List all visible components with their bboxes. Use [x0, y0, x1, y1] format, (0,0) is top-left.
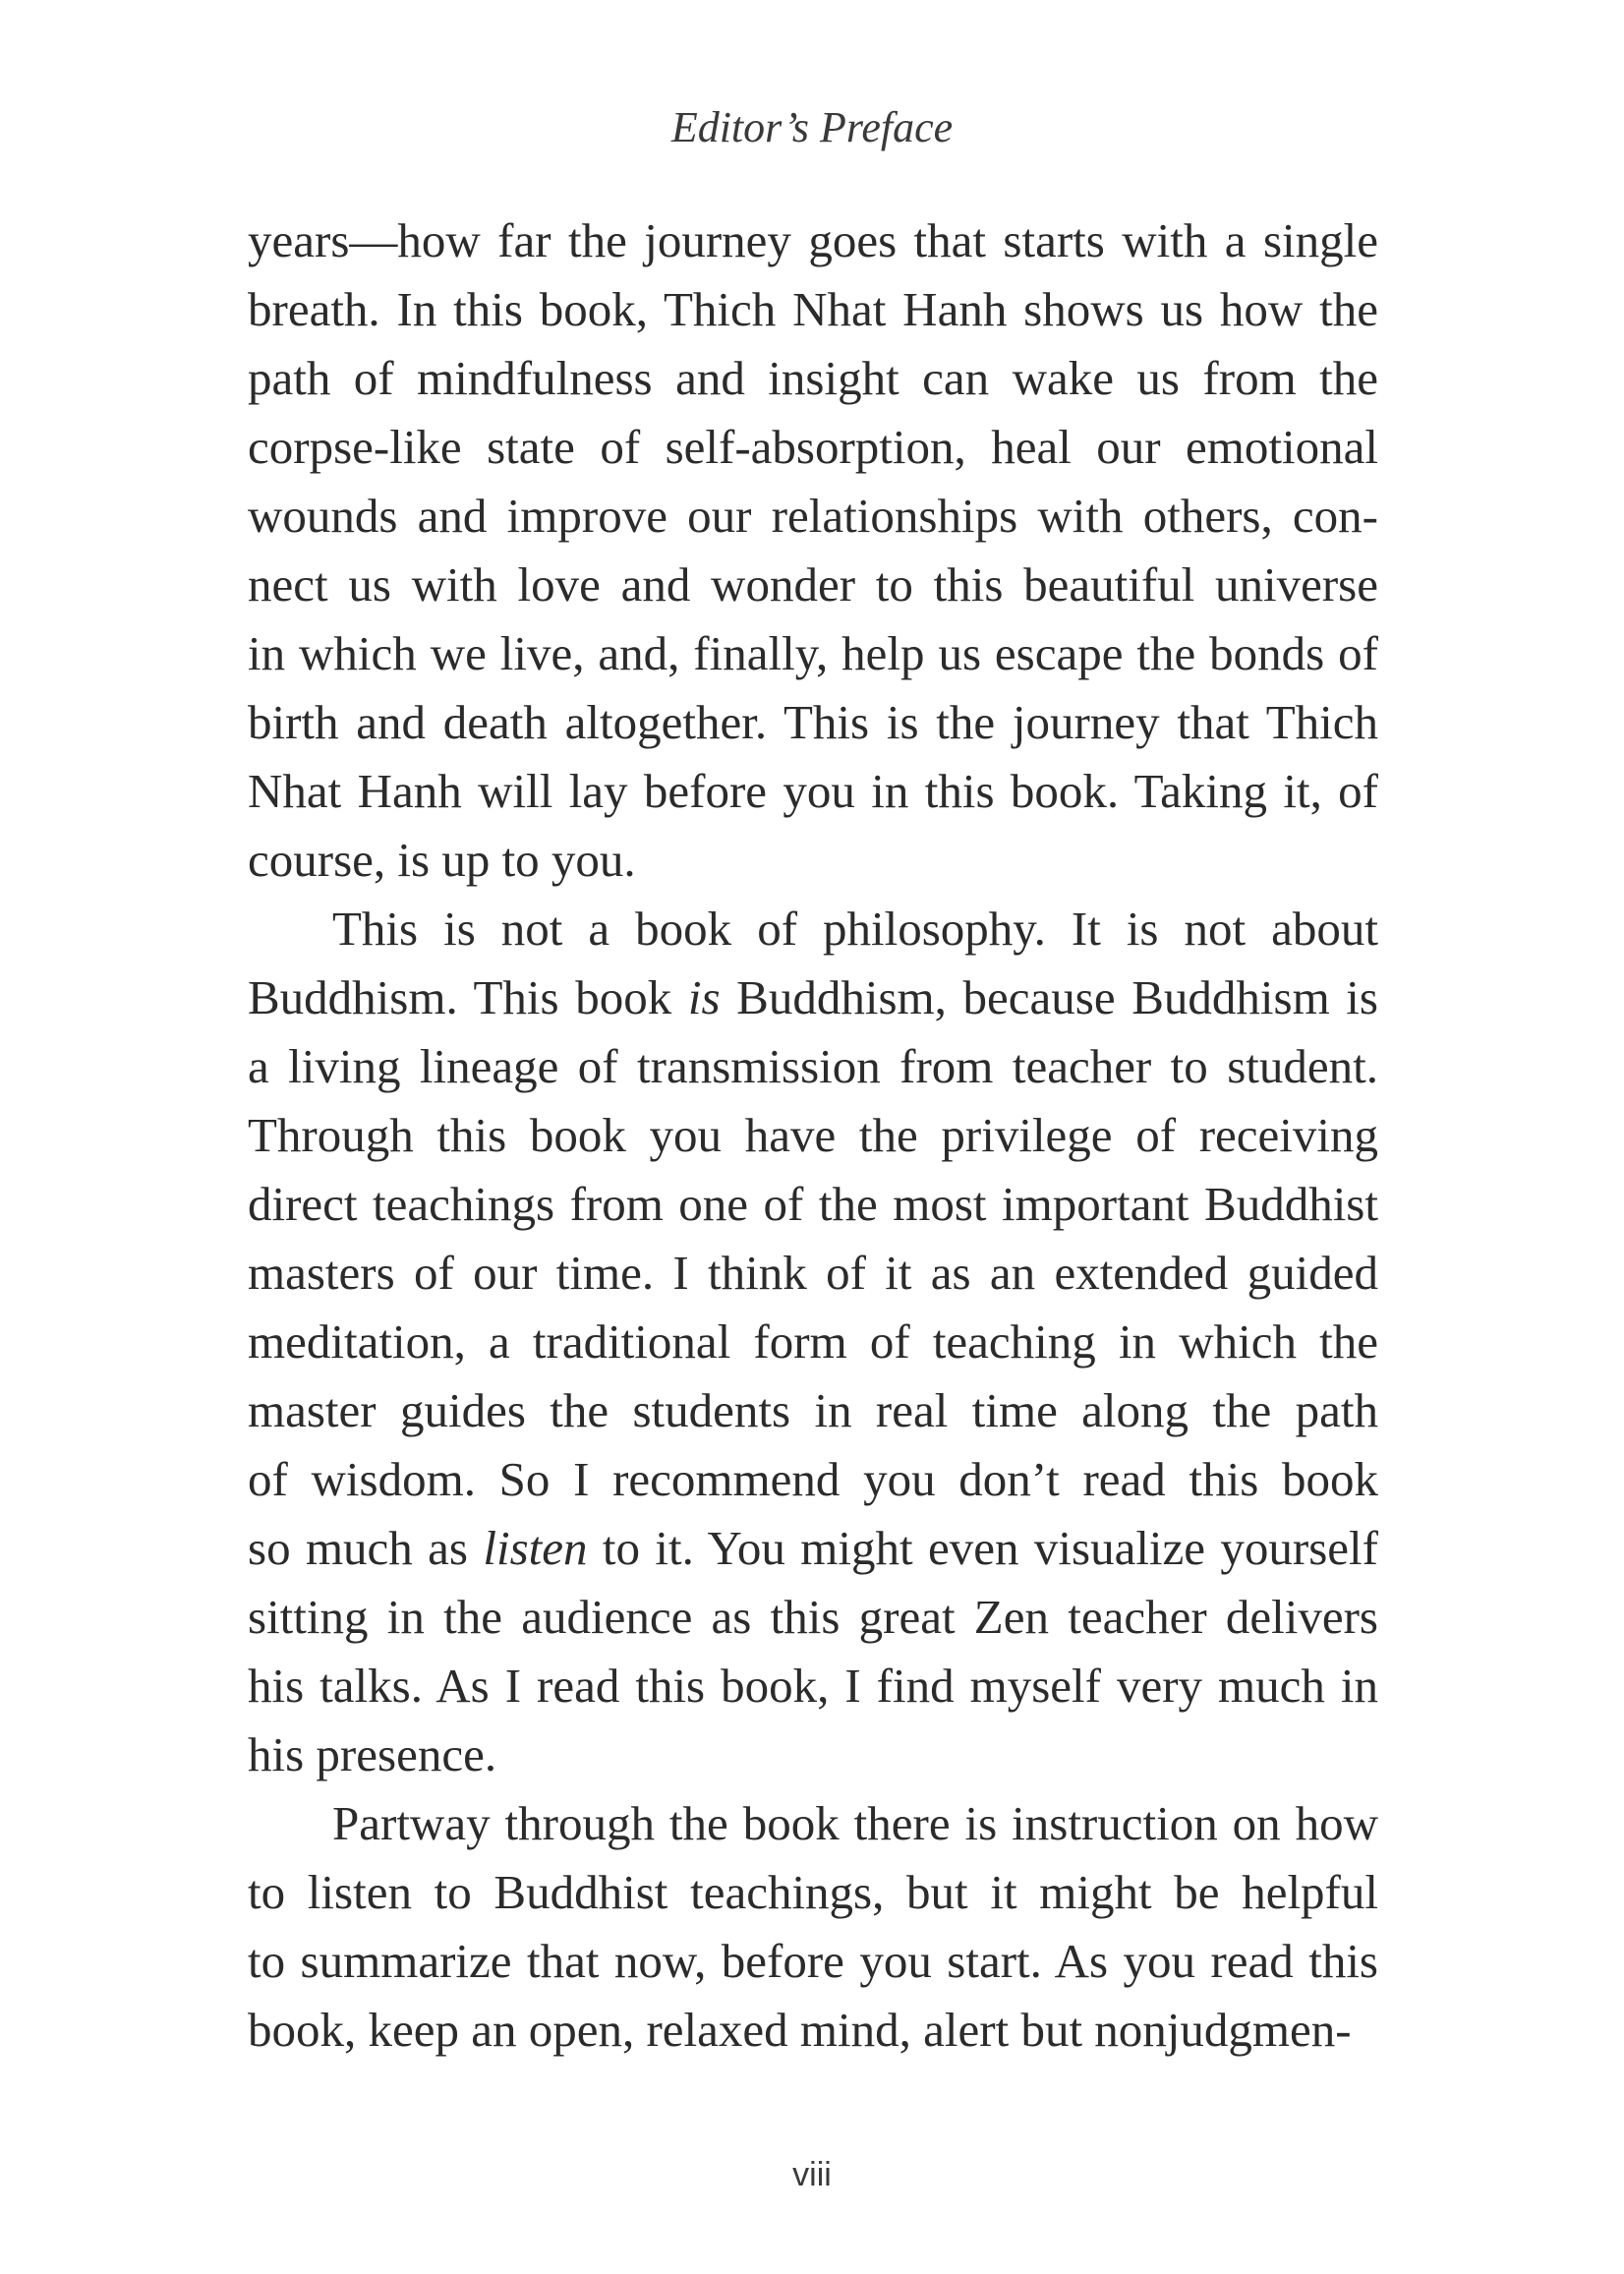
- text-line: a living lineage of transmission from teacher to student.: [248, 1039, 1378, 1093]
- text-line: breath. In this book, Thich Nhat Hanh shows us how the: [248, 282, 1378, 336]
- text-line: so much as listen to it. You might even visualize yourself: [248, 1521, 1378, 1575]
- paragraph-3: [248, 1789, 1378, 2065]
- text-line: in which we live, and, finally, help us escape the bonds of: [248, 626, 1378, 680]
- text-line: of wisdom. So I recommend you don’t read this book: [248, 1452, 1378, 1506]
- text-line: Through this book you have the privilege of receiving: [248, 1108, 1378, 1162]
- text-line: course, is up to you.: [248, 833, 636, 887]
- text-line: path of mindfulness and insight can wake us from the: [248, 351, 1378, 405]
- text-line: birth and death altogether. This is the journey that Thich: [248, 695, 1378, 749]
- text-line: to listen to Buddhist teachings, but it might be helpful: [248, 1865, 1378, 1919]
- text-line: sitting in the audience as this great Zen teacher delivers: [248, 1590, 1378, 1644]
- text-line: corpse-like state of self-absorption, heal our emotional: [248, 420, 1378, 474]
- paragraph-1: [248, 206, 1378, 895]
- text-line: masters of our time. I think of it as an extended guided: [248, 1246, 1378, 1300]
- body-text: [248, 206, 1378, 2065]
- text-line: direct teachings from one of the most important Buddhist: [248, 1177, 1378, 1231]
- running-head: Editor’s Preface: [670, 103, 954, 151]
- text-line: Buddhism. This book is Buddhism, because Buddhism is: [248, 970, 1378, 1024]
- text-line: master guides the students in real time along the path: [248, 1383, 1378, 1437]
- text-line: This is not a book of philosophy. It is not about: [332, 902, 1378, 956]
- text-line: his presence.: [248, 1727, 497, 1781]
- text-line: book, keep an open, relaxed mind, alert but nonjudgmen-: [248, 2003, 1352, 2057]
- text-line: Nhat Hanh will lay before you in this book. Taking it, of: [248, 764, 1378, 818]
- text-line: meditation, a traditional form of teaching in which the: [248, 1314, 1378, 1369]
- page-number: viii: [792, 2156, 832, 2193]
- text-line: wounds and improve our relationships with others, con-: [248, 489, 1378, 543]
- text-line: to summarize that now, before you start. As you read this: [248, 1934, 1378, 1988]
- text-line: Partway through the book there is instruction on how: [332, 1796, 1378, 1850]
- text-line: his talks. As I read this book, I find myself very much in: [248, 1659, 1378, 1713]
- emphasis: is: [687, 970, 721, 1024]
- text-line: years—how far the journey goes that starts with a single: [248, 213, 1378, 267]
- emphasis: listen: [483, 1521, 588, 1575]
- paragraph-2: [248, 895, 1378, 1789]
- text-line: nect us with love and wonder to this beautiful universe: [248, 557, 1378, 612]
